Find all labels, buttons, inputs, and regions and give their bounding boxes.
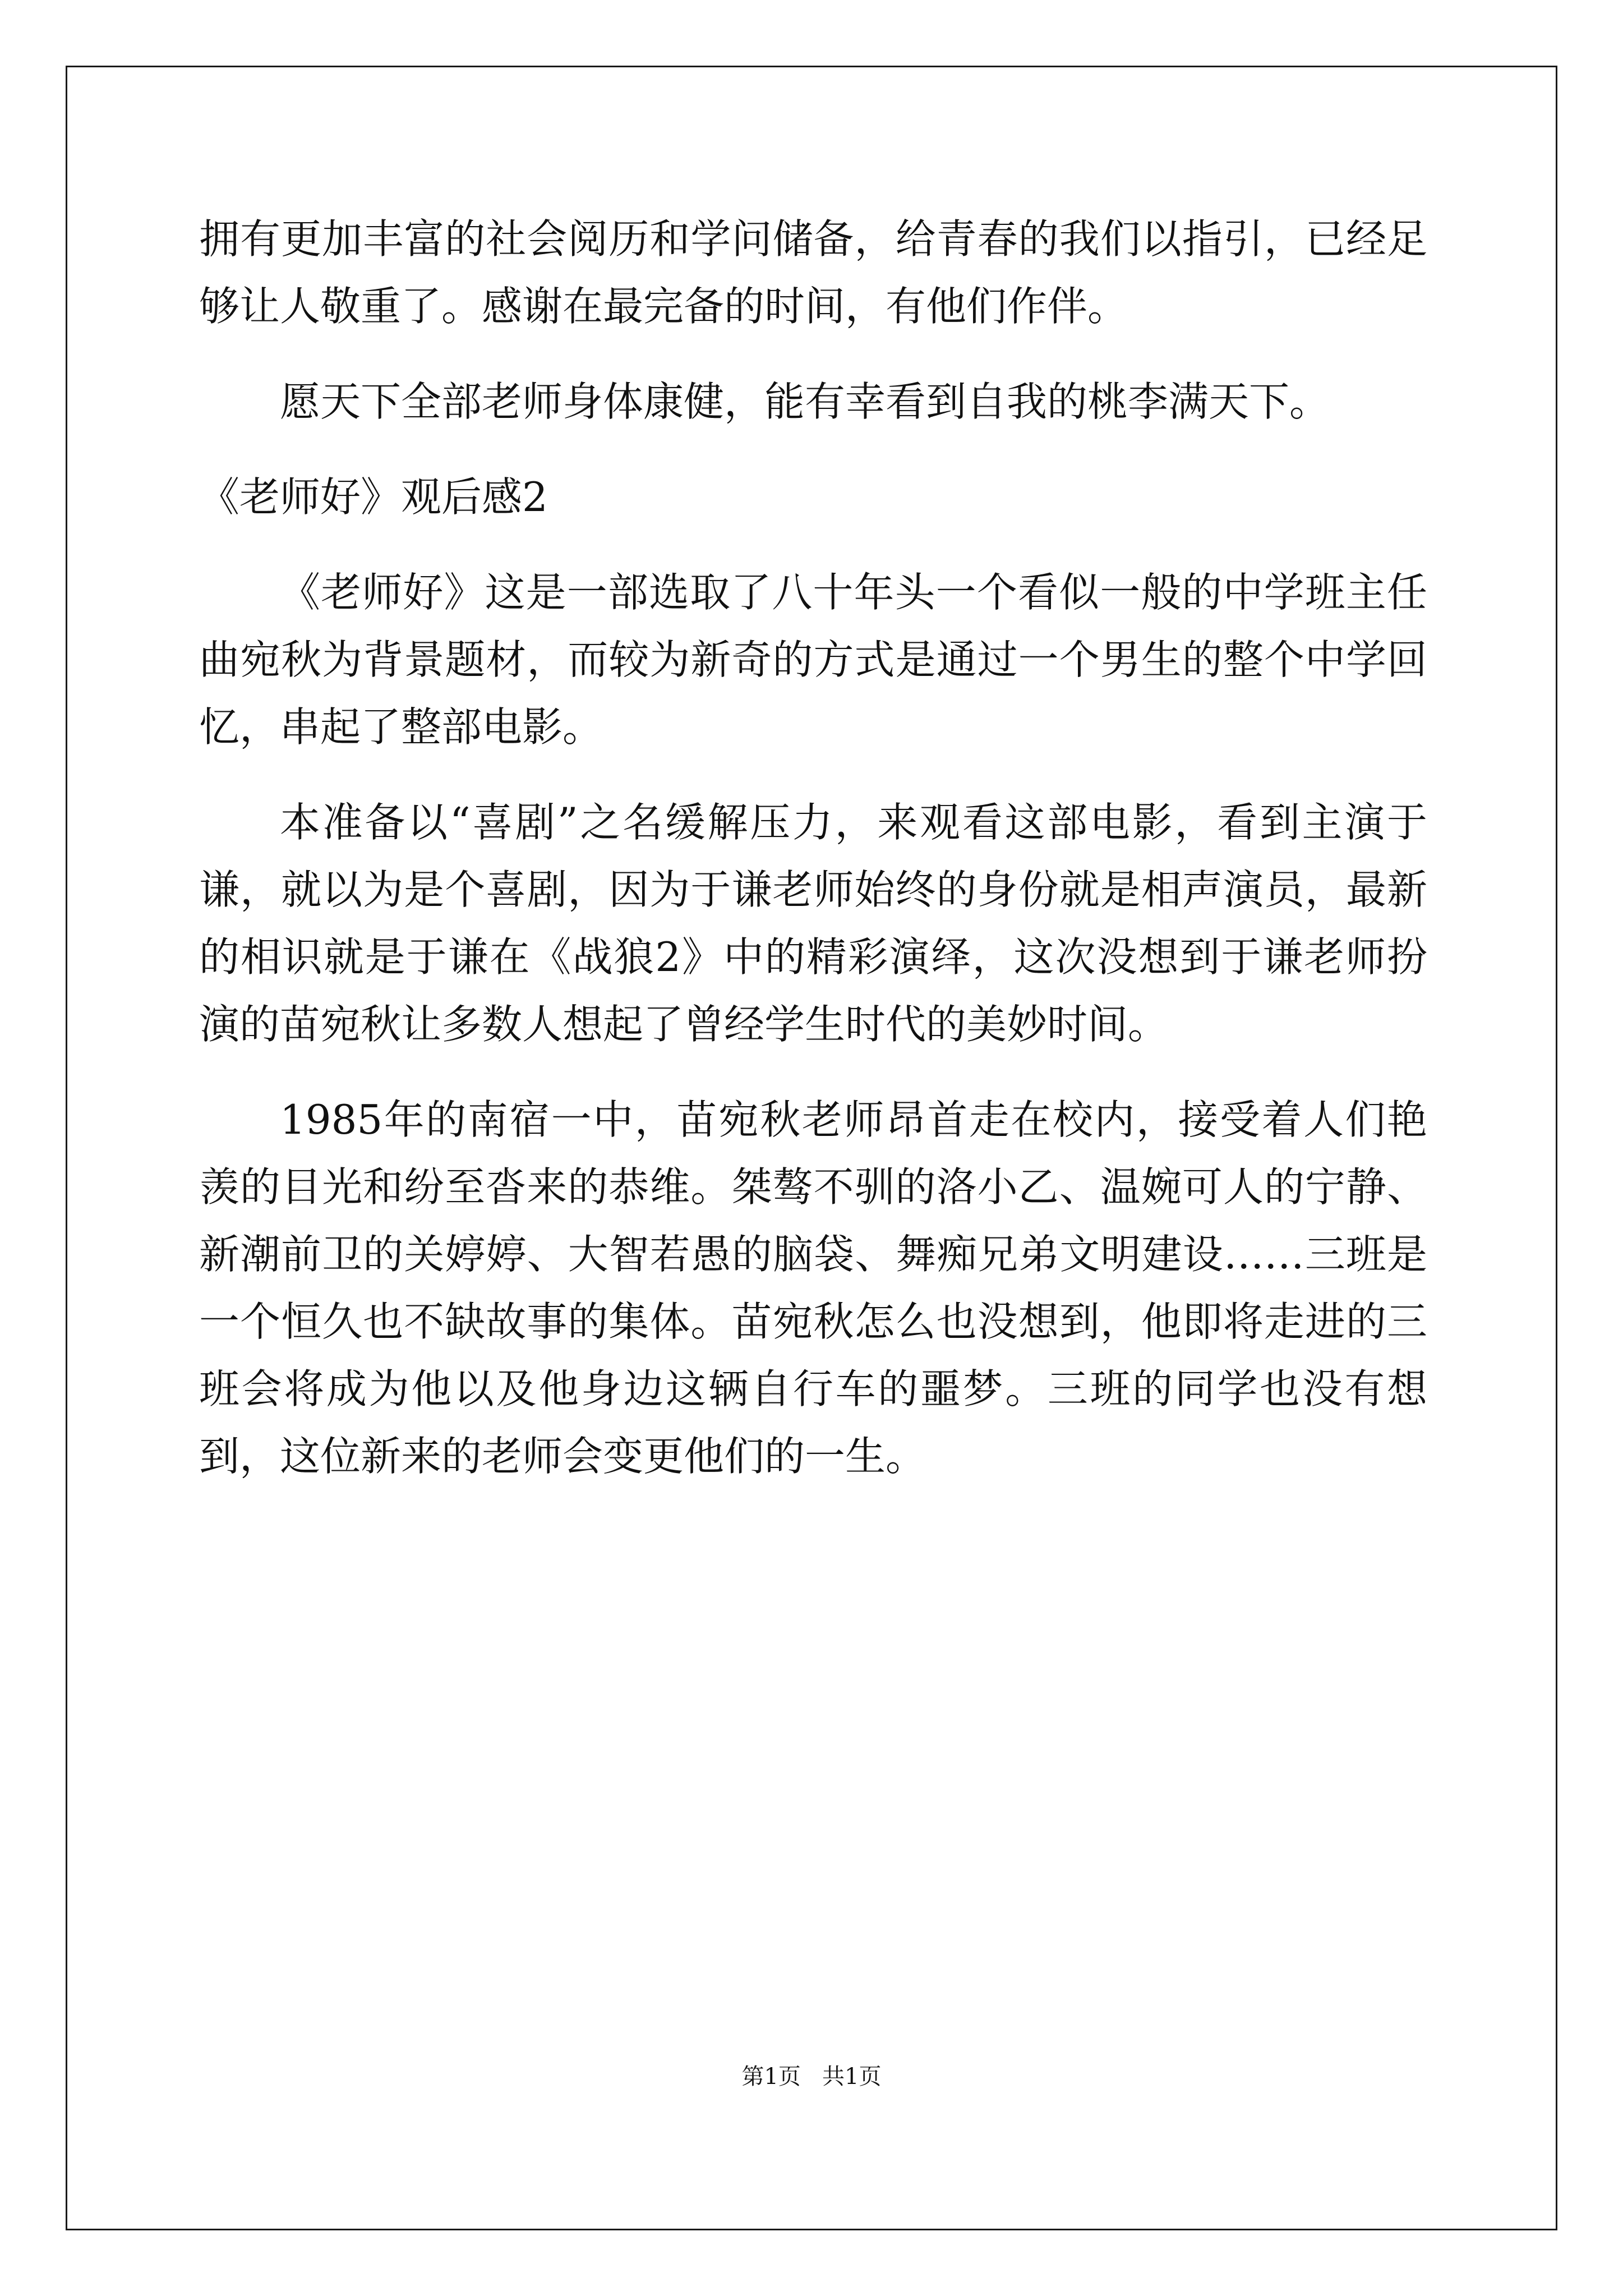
page-footer: [0, 2059, 1623, 2091]
paragraph-5: 1985年的南宿一中，苗宛秋老师昂首走在校内，接受着人们艳羡的目光和纷至沓来的恭维。桀骜不驯的洛小乙、温婉可人的宁静、新潮前卫的关婷婷、大智若愚的脑袋、舞痴兄弟文明建设……三班是一个恒久也不缺故事的集体。苗宛秋怎么也没想到，他即将走进的三班会将成为他以及他身边这辆自行车的噩梦。三班的同学也没有想到，这位新来的老师会变更他们的一生。: [199, 1096, 1427, 1480]
paragraph-4: 本准备以“喜剧”之名缓解压力，来观看这部电影，看到主演于谦，就以为是个喜剧，因为于谦老师始终的身份就是相声演员，最新的相识就是于谦在《战狼2》中的精彩演绎，这次没想到于谦老师扮演的苗宛秋让多数人想起了曾经学生时代的美妙时间。: [199, 799, 1427, 1048]
paragraph-3: 《老师好》这是一部选取了八十年头一个看似一般的中学班主任曲宛秋为背景题材，而较为新奇的方式是通过一个男生的整个中学回忆，串起了整部电影。: [199, 569, 1427, 751]
page-number-label: 第1页 共1页: [741, 2064, 882, 2090]
paragraph-1: 拥有更加丰富的社会阅历和学问储备，给青春的我们以指引，已经足够让人敬重了。感谢在最完备的时间，有他们作伴。: [199, 215, 1427, 330]
section-heading: 《老师好》观后感2: [199, 473, 548, 521]
document-body: [199, 205, 1427, 1518]
paragraph-2: 愿天下全部老师身体康健，能有幸看到自我的桃李满天下。: [280, 378, 1330, 425]
